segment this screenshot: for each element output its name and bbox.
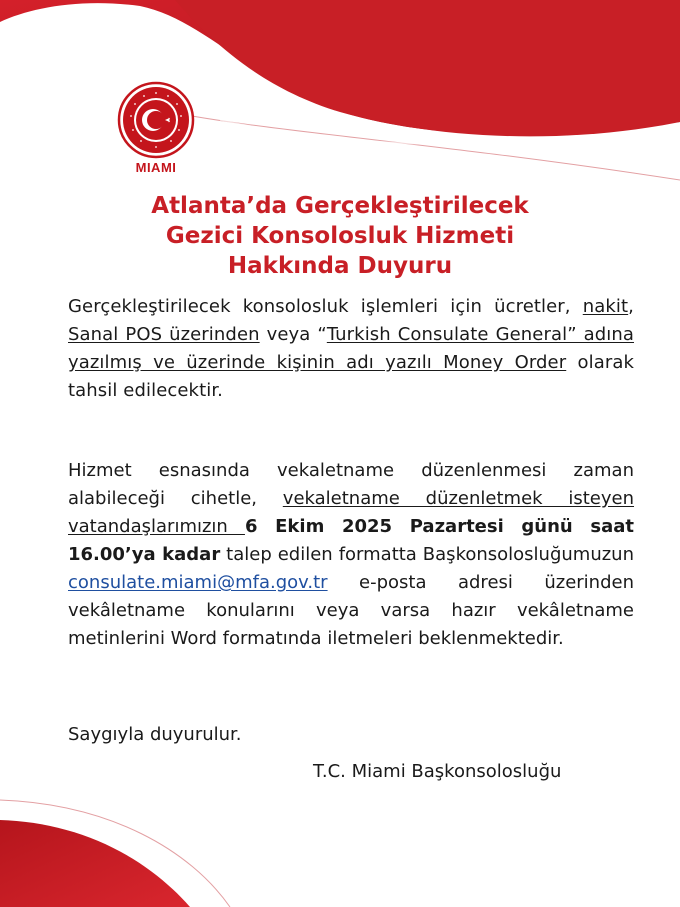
text: Gerçekleştirilecek konsolosluk işlemleri için ücretler, xyxy=(68,296,583,317)
title-line-3: Hakkında Duyuru xyxy=(227,253,453,279)
payment-paragraph xyxy=(68,293,634,405)
text: Hizmet esnasında vekaletname düzenlenmesi zaman alabileceği cihetle, xyxy=(68,460,634,509)
power-of-attorney-paragraph xyxy=(68,457,634,653)
text: veya “ xyxy=(259,324,327,345)
text: , xyxy=(628,296,634,317)
bottom-wave xyxy=(0,820,190,907)
underlined-text: Turkish Consulate General” adına yazılmış ve üzerinde kişinin adı yazılı Money Order xyxy=(68,324,634,373)
underlined-text: Sanal POS üzerinden xyxy=(68,324,260,345)
text: e-posta adresi üzerinden vekâletname konularını veya varsa hazır vekâletname metinlerini Word formatında iletmeleri beklenmektedir. xyxy=(68,572,634,649)
title-line-2: Gezici Konsolosluk Hizmeti xyxy=(165,223,515,249)
text: olarak tahsil edilecektir. xyxy=(68,352,634,401)
page-title xyxy=(40,191,640,281)
underlined-text: nakit xyxy=(582,296,629,317)
crescent-star-seal-icon xyxy=(110,80,202,160)
seal-city-label: MIAMI xyxy=(135,160,177,175)
email-link[interactable]: consulate.miami@mfa.gov.tr xyxy=(68,572,328,593)
top-wave-front xyxy=(175,0,680,136)
deadline-text: 6 Ekim 2025 Pazartesi günü saat 16.00’ya kadar xyxy=(68,516,635,565)
title-line-1: Atlanta’da Gerçekleştirilecek xyxy=(151,193,529,219)
text: talep edilen formatta Başkonsolosluğumuzun xyxy=(220,544,634,565)
signature-text: T.C. Miami Başkonsolosluğu xyxy=(313,761,562,782)
closing-text: Saygıyla duyurulur. xyxy=(68,724,242,745)
underlined-text: vekaletname düzenletmek isteyen vatandaşlarımızın xyxy=(68,488,635,537)
